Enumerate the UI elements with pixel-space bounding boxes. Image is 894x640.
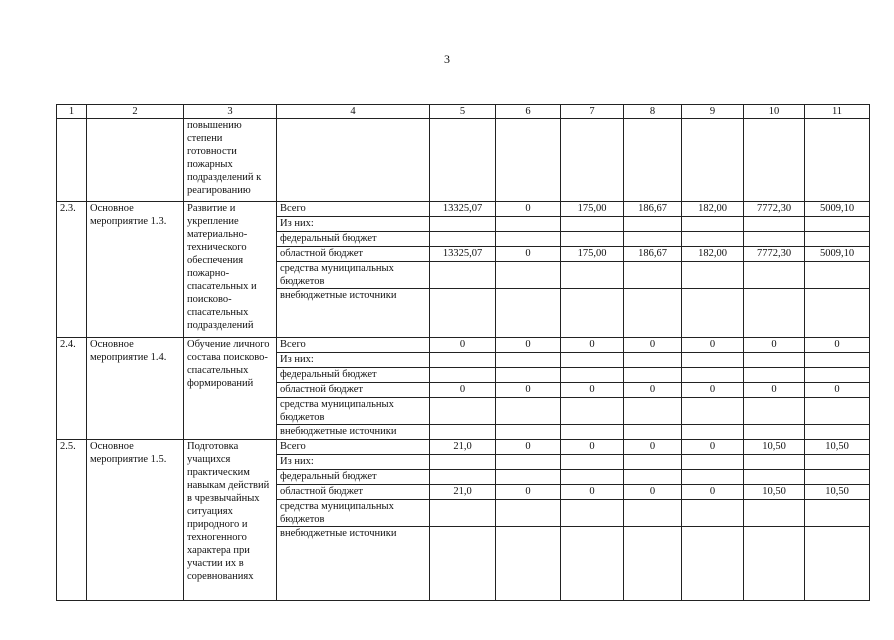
value-cell: 0 [624,485,682,500]
value-cell [561,353,624,368]
value-cell [496,470,561,485]
value-cell [744,368,805,383]
funding-source-label: Всего [277,338,430,353]
value-cell [744,470,805,485]
value-cell [561,455,624,470]
header-cell: 6 [496,105,561,119]
value-cell: 182,00 [682,247,744,262]
value-cell: 175,00 [561,247,624,262]
value-cell: 0 [496,338,561,353]
value-cell [682,368,744,383]
header-cell: 2 [87,105,184,119]
event-description: Обучение личного состава поисково-спасательных формирований [184,338,277,440]
value-cell [430,470,496,485]
value-cell [805,232,870,247]
value-cell: 0 [430,338,496,353]
value-cell [496,500,561,527]
value-cell: 186,67 [624,202,682,217]
value-cell: 0 [561,338,624,353]
value-cell: 186,67 [624,247,682,262]
value-cell [496,455,561,470]
value-cell: 0 [744,338,805,353]
funding-source-label: федеральный бюджет [277,232,430,247]
value-cell [561,262,624,289]
value-cell [805,289,870,338]
value-cell [496,425,561,440]
table-cell [277,119,430,202]
value-cell [682,398,744,425]
value-cell [430,289,496,338]
value-cell: 13325,07 [430,247,496,262]
value-cell [624,262,682,289]
value-cell [744,425,805,440]
table-cell [496,119,561,202]
value-cell [430,353,496,368]
value-cell [744,500,805,527]
value-cell [682,527,744,601]
value-cell: 7772,30 [744,247,805,262]
value-cell [682,455,744,470]
funding-source-label: внебюджетные источники [277,527,430,601]
table-cell [87,119,184,202]
value-cell [805,262,870,289]
value-cell [624,368,682,383]
value-cell [430,500,496,527]
table-cell [57,119,87,202]
value-cell: 0 [805,383,870,398]
value-cell [682,470,744,485]
value-cell: 0 [744,383,805,398]
value-cell [624,398,682,425]
value-cell [682,262,744,289]
value-cell [682,425,744,440]
funding-source-label: областной бюджет [277,247,430,262]
value-cell [805,398,870,425]
value-cell: 0 [624,440,682,455]
value-cell [430,398,496,425]
value-cell [682,500,744,527]
value-cell [430,262,496,289]
row-code: 2.3. [57,202,87,338]
funding-source-label: федеральный бюджет [277,470,430,485]
table-cell [624,119,682,202]
funding-source-label: областной бюджет [277,383,430,398]
value-cell [561,289,624,338]
value-cell [430,527,496,601]
value-cell [561,527,624,601]
value-cell [805,368,870,383]
value-cell: 0 [496,440,561,455]
table-cell [430,119,496,202]
value-cell [561,470,624,485]
value-cell [744,455,805,470]
funding-source-label: Всего [277,440,430,455]
value-cell: 10,50 [805,485,870,500]
header-cell: 7 [561,105,624,119]
value-cell: 0 [805,338,870,353]
row-code: 2.4. [57,338,87,440]
value-cell: 0 [496,383,561,398]
value-cell [624,455,682,470]
value-cell [805,470,870,485]
value-cell [624,289,682,338]
value-cell: 10,50 [805,440,870,455]
value-cell: 0 [682,383,744,398]
value-cell: 0 [682,338,744,353]
funding-source-label: средства муниципальных бюджетов [277,500,430,527]
value-cell: 182,00 [682,202,744,217]
table-cell [682,119,744,202]
value-cell: 175,00 [561,202,624,217]
value-cell [624,500,682,527]
funding-source-label: Из них: [277,455,430,470]
value-cell [430,232,496,247]
page-number: 3 [444,52,450,66]
header-cell: 4 [277,105,430,119]
value-cell [624,527,682,601]
value-cell [744,353,805,368]
value-cell [496,353,561,368]
row-code: 2.5. [57,440,87,601]
value-cell [744,262,805,289]
value-cell [744,289,805,338]
event-description: Развитие и укрепление материально-технического обеспечения пожарно-спасательных и поисково-спасательных подразделений [184,202,277,338]
value-cell: 21,0 [430,440,496,455]
value-cell [805,500,870,527]
value-cell: 0 [430,383,496,398]
table-row [57,202,870,217]
table-row [57,338,870,353]
funding-source-label: Из них: [277,217,430,232]
value-cell [624,470,682,485]
value-cell: 0 [682,485,744,500]
value-cell [744,232,805,247]
header-cell: 9 [682,105,744,119]
funding-source-label: Из них: [277,353,430,368]
value-cell [496,232,561,247]
value-cell [682,353,744,368]
value-cell: 13325,07 [430,202,496,217]
value-cell [496,527,561,601]
value-cell: 21,0 [430,485,496,500]
value-cell [430,425,496,440]
funding-source-label: средства муниципальных бюджетов [277,398,430,425]
event-name: Основное мероприятие 1.4. [87,338,184,440]
header-cell: 11 [805,105,870,119]
value-cell: 0 [682,440,744,455]
continuation-row [57,119,870,202]
value-cell [561,500,624,527]
value-cell [430,455,496,470]
value-cell [496,217,561,232]
value-cell: 0 [496,247,561,262]
event-name: Основное мероприятие 1.3. [87,202,184,338]
value-cell [430,217,496,232]
value-cell [624,425,682,440]
value-cell [624,217,682,232]
value-cell [624,232,682,247]
header-cell: 8 [624,105,682,119]
value-cell [744,527,805,601]
budget-table [56,104,870,601]
value-cell [496,368,561,383]
table-row [57,440,870,455]
funding-source-label: федеральный бюджет [277,368,430,383]
value-cell: 10,50 [744,440,805,455]
value-cell: 0 [624,338,682,353]
value-cell [561,425,624,440]
header-cell: 5 [430,105,496,119]
value-cell: 5009,10 [805,247,870,262]
header-cell: 10 [744,105,805,119]
value-cell: 5009,10 [805,202,870,217]
value-cell [561,398,624,425]
funding-source-label: областной бюджет [277,485,430,500]
value-cell [561,217,624,232]
funding-source-label: внебюджетные источники [277,289,430,338]
value-cell [744,217,805,232]
value-cell: 7772,30 [744,202,805,217]
value-cell [805,527,870,601]
funding-source-label: средства муниципальных бюджетов [277,262,430,289]
header-row [57,105,870,119]
value-cell [496,262,561,289]
table-cell [561,119,624,202]
value-cell [624,353,682,368]
value-cell [805,217,870,232]
value-cell [805,353,870,368]
value-cell [744,398,805,425]
value-cell: 0 [496,202,561,217]
value-cell [805,425,870,440]
value-cell [561,368,624,383]
value-cell [682,232,744,247]
value-cell [561,232,624,247]
header-cell: 1 [57,105,87,119]
value-cell: 10,50 [744,485,805,500]
value-cell: 0 [624,383,682,398]
value-cell [496,289,561,338]
value-cell: 0 [561,383,624,398]
continuation-text: повышению степени готовности пожарных подразделений к реагированию [184,119,277,202]
event-description: Подготовка учащихся практическим навыкам действий в чрезвычайных ситуациях природного и техногенного характера при участии их в соревнованиях [184,440,277,601]
table-cell [805,119,870,202]
value-cell [682,217,744,232]
value-cell [496,398,561,425]
funding-source-label: Всего [277,202,430,217]
event-name: Основное мероприятие 1.5. [87,440,184,601]
value-cell [805,455,870,470]
value-cell: 0 [561,440,624,455]
table-cell [744,119,805,202]
header-cell: 3 [184,105,277,119]
value-cell [430,368,496,383]
value-cell [682,289,744,338]
value-cell: 0 [561,485,624,500]
funding-source-label: внебюджетные источники [277,425,430,440]
value-cell: 0 [496,485,561,500]
